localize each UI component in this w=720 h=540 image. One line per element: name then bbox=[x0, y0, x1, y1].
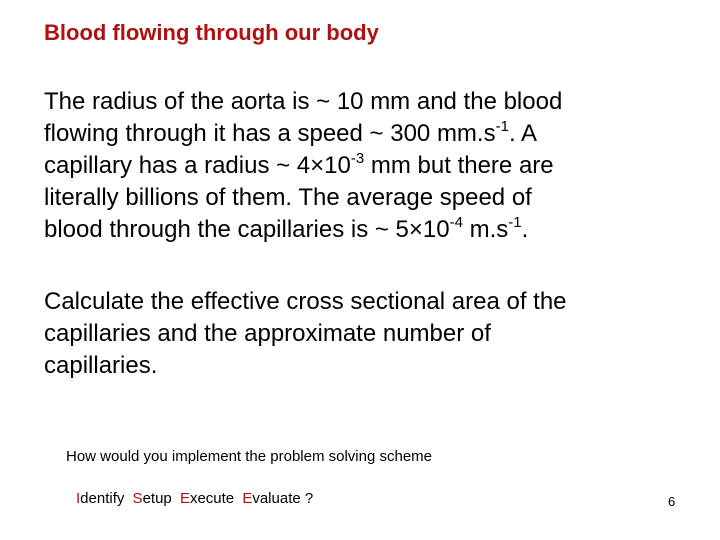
step-rest: valuate ? bbox=[252, 490, 314, 507]
problem-line: flowing through it has a speed ~ 300 $mm.s^{-1}$. A bbox=[44, 118, 537, 147]
page-number: 6 bbox=[668, 494, 676, 509]
step-rest: xecute bbox=[189, 490, 235, 507]
problem-statement bbox=[44, 86, 684, 246]
slide-title: Blood flowing through our body bbox=[44, 20, 379, 45]
times-symbol: × bbox=[408, 216, 423, 243]
step-identify bbox=[76, 490, 124, 507]
step-initial: E bbox=[242, 490, 253, 507]
step-evaluate bbox=[242, 490, 313, 507]
step-rest: etup bbox=[142, 490, 172, 507]
problem-line: blood through the capillaries is ~ $5\times 10^{-4}$ $m.s^{-1}$. bbox=[44, 214, 529, 243]
task-line: Calculate the effective cross sectional area of the bbox=[44, 288, 567, 315]
problem-line: capillary has a radius ~ $4\times 10^{-3}$ mm but there are bbox=[44, 150, 554, 179]
exponent: -4 bbox=[449, 214, 463, 231]
step-initial: I bbox=[76, 490, 81, 507]
scheme-question: How would you implement the problem solving scheme bbox=[66, 448, 433, 465]
problem-line: literally billions of them. The average speed of bbox=[44, 184, 532, 211]
step-initial: E bbox=[179, 490, 190, 507]
step-initial: S bbox=[132, 490, 143, 507]
exponent: -3 bbox=[350, 150, 365, 167]
problem-line: The radius of the aorta is ~ 10 mm and the blood bbox=[44, 88, 563, 115]
scheme-steps bbox=[76, 490, 313, 507]
exponent: -1 bbox=[495, 118, 509, 135]
exponent: -1 bbox=[508, 214, 522, 231]
times-symbol: × bbox=[310, 152, 325, 179]
task-statement bbox=[44, 286, 684, 382]
step-rest: dentify bbox=[80, 490, 125, 507]
task-line: capillaries and the approximate number of bbox=[44, 320, 491, 347]
step-setup bbox=[133, 490, 172, 507]
step-execute bbox=[180, 490, 234, 507]
task-line: capillaries. bbox=[44, 352, 158, 379]
